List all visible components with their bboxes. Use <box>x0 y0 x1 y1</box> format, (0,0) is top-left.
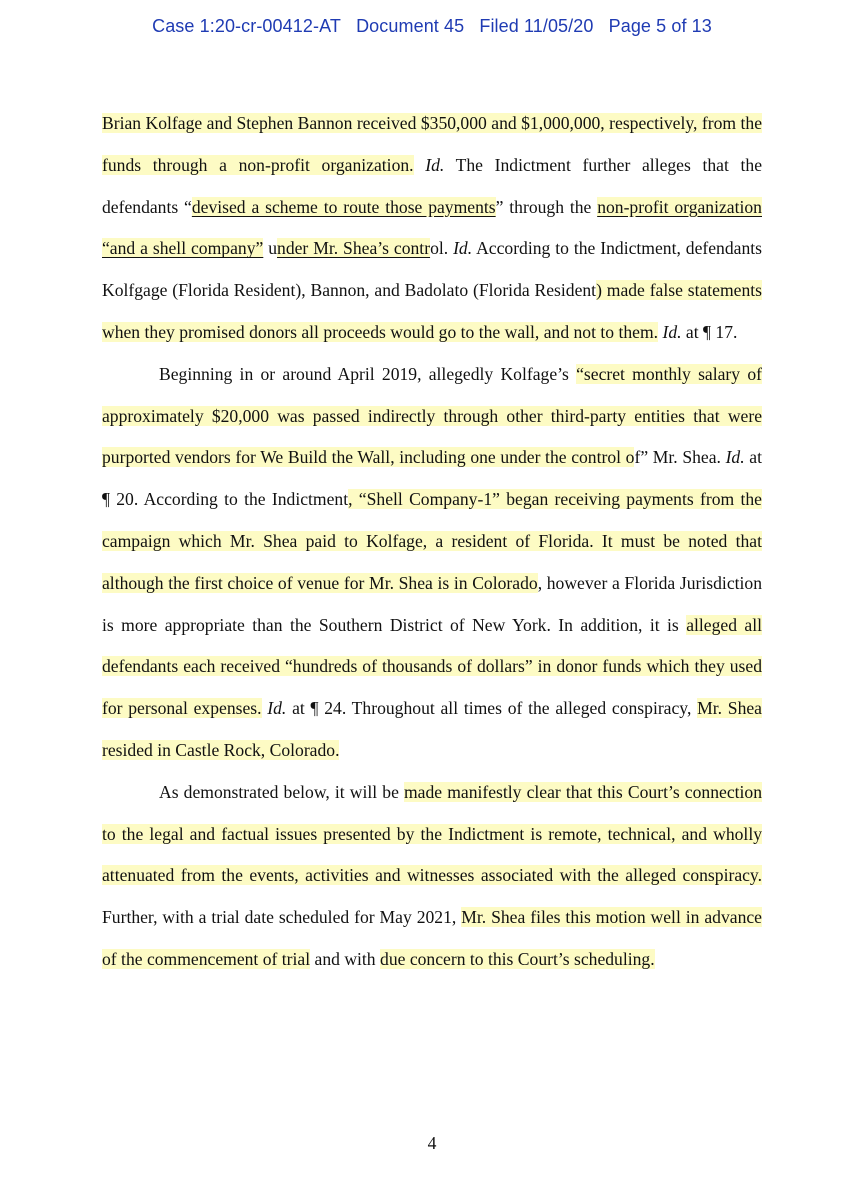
highlighted-text: non-profit organization <box>597 196 762 217</box>
text-segment: f” Mr. Shea. <box>634 447 726 468</box>
text-segment: According to the Indictment, defendants Kolfgage (Florida Resident), Bannon, and Badolato (Florida Resident <box>102 238 762 301</box>
document-body <box>102 103 762 981</box>
highlighted-text: Mr. Shea files this motion well in advance of the commencement of trial <box>102 907 762 969</box>
text-segment: The Indictment further alleges that the defendants “ <box>102 154 763 217</box>
document-number: Document 45 <box>356 16 465 36</box>
highlighted-text: alleged all defendants each received “hundreds of thousands of dollars” in donor funds which they used for personal expenses. <box>102 614 763 719</box>
text-segment: and with <box>310 948 381 969</box>
case-header <box>0 16 864 37</box>
citation: Id. <box>267 698 287 719</box>
text-segment: at ¶ 17. <box>681 321 738 342</box>
text-segment: at ¶ 24. Throughout all times of the alleged conspiracy, <box>286 698 698 719</box>
text-segment <box>414 155 426 175</box>
highlighted-text: Brian Kolfage and Stephen Bannon received $350,000 and $1,000,000, respectively, from the funds through a non-profit organization. <box>102 113 762 175</box>
text-segment: ol. <box>430 238 454 259</box>
highlighted-text: “secret monthly salary of approximately $20,000 was passed indirectly through other third-party entities that were purported vendors for We Build the Wall, including one under the control o <box>102 363 762 468</box>
highlighted-text: “and a shell company” <box>102 238 264 259</box>
text-segment: Beginning in or around April 2019, allegedly Kolfage’s <box>159 363 577 384</box>
text-segment: Further, with a trial date scheduled for May 2021, <box>102 907 462 928</box>
case-number: Case 1:20-cr-00412-AT <box>152 16 341 36</box>
filed-date: Filed 11/05/20 <box>479 16 594 36</box>
citation: Id. <box>453 238 473 259</box>
text-segment: As demonstrated below, it will be <box>159 781 404 802</box>
text-segment: u <box>263 238 278 259</box>
body-paragraph <box>102 103 762 354</box>
text-segment: at ¶ 20. According to the Indictment <box>102 447 762 510</box>
highlighted-text: , “Shell Company-1” began receiving payments from the campaign which Mr. Shea paid to Kolfage, a resident of Florida. It must be noted that although the first choice of venue for Mr. Shea is in Colorado <box>102 489 762 593</box>
citation: Id. <box>725 447 745 468</box>
page-indicator: Page 5 of 13 <box>608 16 712 36</box>
highlighted-text: nder Mr. Shea’s contr <box>277 238 431 259</box>
body-paragraph <box>102 354 762 772</box>
highlighted-text: made manifestly clear that this Court’s connection to the legal and factual issues presented by the Indictment is remote, technical, and wholly attenuated from the events, activities and witnesses associated with the alleged conspiracy. <box>102 781 762 886</box>
page-number: 4 <box>427 1133 437 1153</box>
highlighted-text: devised a scheme to route those payments <box>191 196 496 217</box>
text-segment: , however a Florida Jurisdiction is more appropriate than the Southern District of New York. In addition, it is <box>102 572 762 635</box>
highlighted-text: Mr. Shea resided in Castle Rock, Colorado. <box>102 698 762 760</box>
text-segment: ” through the <box>495 196 598 217</box>
highlighted-text: ) made false statements when they promised donors all proceeds would go to the wall, and not to them. <box>102 280 762 342</box>
highlighted-text: due concern to this Court’s scheduling. <box>380 948 655 969</box>
citation: Id. <box>662 321 682 342</box>
citation: Id. <box>425 154 445 175</box>
body-paragraph <box>102 772 762 981</box>
